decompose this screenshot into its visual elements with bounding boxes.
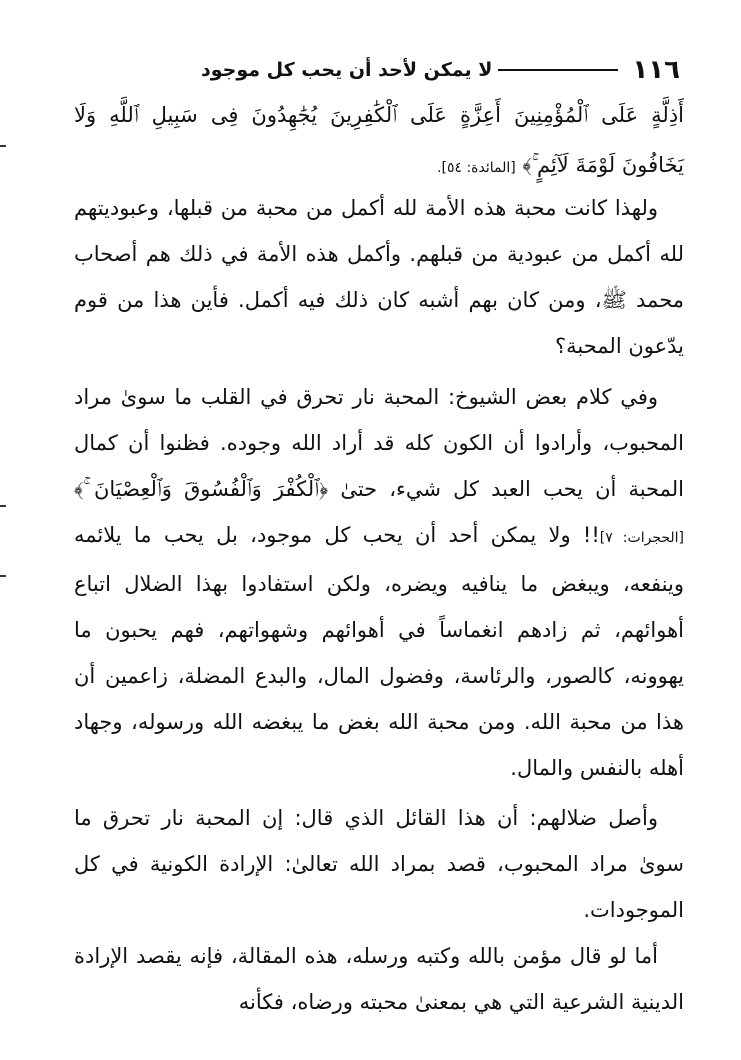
verse-reference: [المائدة: ٥٤]. bbox=[437, 160, 516, 176]
paragraph-text: ولهذا كانت محبة هذه الأمة لله أكمل من محبة من قبلها، وعبوديتهم لله أكمل من عبودية من قبلهم. وأكمل هذه الأمة في ذلك هم أصحاب محمد ﷺ، ومن كان بهم أشبه كان ذلك فيه أكمل. فأين هذا من قوم يدّعون المحبة؟ bbox=[74, 196, 684, 358]
paragraph-text: أما لو قال مؤمن بالله وكتبه ورسله، هذه المقالة، فإنه يقصد الإرادة الدينية الشرعية التي هي بمعنىٰ محبته ورضاه، فكأنه bbox=[74, 944, 684, 1014]
paragraph-text-part: !! ولا يمكن أحد أن يحب كل موجود، بل يحب ما يلائمه وينفعه، ويبغض ما ينافيه ويضره، ولكن استفادوا بهذا الضلال اتباع أهوائهم، ثم زادهم انغماساً في أهوائهم وشهواتهم، فهم يحبون ما يهوونه، كالصور، والرئاسة، وفضول المال، والبدع المضلة، زاعمين أن هذا من محبة الله. ومن محبة الله بغض ما يبغضه الله ورسوله، وجهاد أهله بالنفس والمال. bbox=[74, 523, 684, 780]
paragraph bbox=[74, 933, 684, 1025]
scan-edge-mark bbox=[0, 575, 6, 577]
paragraph bbox=[74, 185, 684, 369]
scan-edge-mark bbox=[0, 145, 6, 147]
page-number: ١١٦ bbox=[632, 55, 680, 85]
page-header bbox=[74, 52, 680, 88]
verse-text: أَذِلَّةٍ عَلَى ٱلْمُؤْمِنِينَ أَعِزَّةٍ عَلَى ٱلْكَٰفِرِينَ يُجَٰهِدُونَ فِى سَبِيلِ ٱللَّهِ وَلَا يَخَافُونَ لَوْمَةَ لَآئِمٍ ۚ﴾ bbox=[74, 103, 684, 177]
paragraph-text: وأصل ضلالهم: أن هذا القائل الذي قال: إن المحبة نار تحرق ما سوىٰ مراد المحبوب، قصد بمراد الله تعالىٰ: الإرادة الكونية في كل الموجودات. bbox=[74, 806, 684, 922]
quran-verse bbox=[74, 90, 684, 193]
paragraph-text-part: وفي كلام بعض الشيوخ: المحبة نار تحرق في القلب ما سوىٰ مراد المحبوب، وأرادوا أن الكون كله قد أراد الله وجوده. فظنوا أن كمال المحبة أن يحب العبد كل شيء، حتىٰ ﴿ٱلْكُفْرَ وَٱلْفُسُوقَ وَٱلْعِصْيَانَ ۚ﴾ bbox=[74, 385, 684, 501]
paragraph bbox=[74, 374, 684, 791]
scan-edge-mark bbox=[0, 505, 6, 507]
inline-verse-reference: [الحجرات: ٧] bbox=[599, 530, 685, 546]
paragraph bbox=[74, 795, 684, 933]
paragraph-text bbox=[74, 374, 684, 791]
header-rule bbox=[498, 69, 618, 71]
running-title: لا يمكن لأحد أن يحب كل موجود bbox=[201, 59, 493, 81]
